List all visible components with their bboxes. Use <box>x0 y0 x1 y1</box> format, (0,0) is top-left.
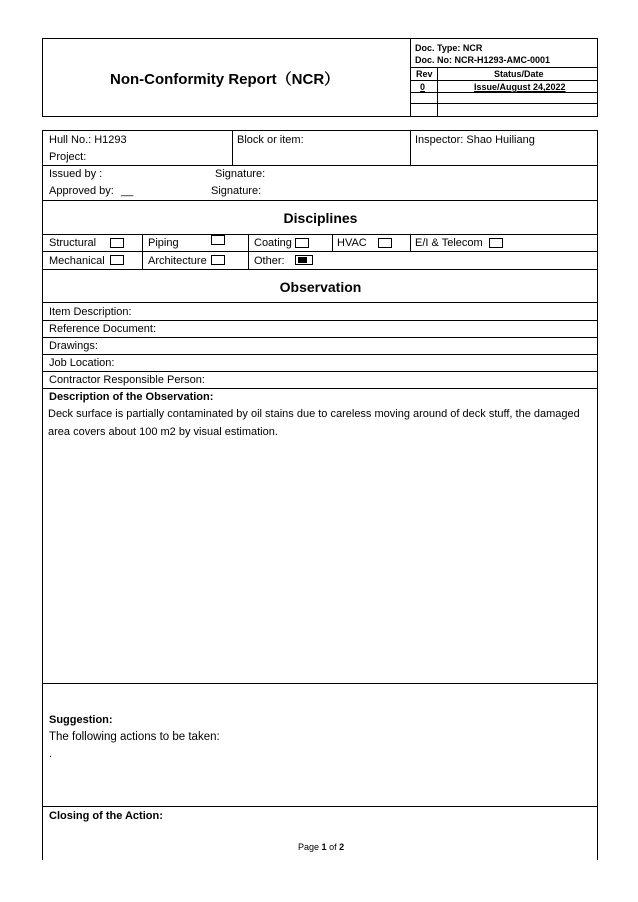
discipline-other-label: Other: <box>254 255 285 267</box>
doc-type: Doc. Type: NCR <box>415 43 483 53</box>
block-item-label: Block or item: <box>237 134 304 146</box>
disciplines-heading: Disciplines <box>283 210 358 226</box>
issued-by-label: Issued by : <box>49 168 103 180</box>
report-title: Non-Conformity Report（NCR） <box>110 71 340 88</box>
discipline-architecture-checkbox[interactable] <box>211 255 225 265</box>
discipline-coating-label: Coating <box>254 237 292 249</box>
page-prefix: Page <box>298 842 320 852</box>
approved-by-label: Approved by: <box>49 185 114 197</box>
page-current: 1 <box>321 842 327 852</box>
discipline-piping-checkbox[interactable] <box>211 235 225 245</box>
form-frame <box>42 130 598 860</box>
signature-label-1: Signature: <box>215 168 266 180</box>
rev-value: 0 <box>420 82 426 92</box>
discipline-piping-label: Piping <box>148 237 179 249</box>
contractor-responsible-label: Contractor Responsible Person: <box>49 374 205 386</box>
project-label: Project: <box>49 151 87 163</box>
discipline-structural-label: Structural <box>49 237 97 249</box>
discipline-ei-telecom-checkbox[interactable] <box>489 238 503 248</box>
description-label: Description of the Observation: <box>49 391 214 403</box>
hull-no: Hull No.: H1293 <box>49 134 127 146</box>
inspector: Inspector: Shao Huiliang <box>415 134 535 146</box>
description-text: Deck surface is partially contaminated by oil stains due to careless moving around of deck stuff, the damaged area covers about 100 m2 by visual estimation. <box>48 408 580 438</box>
rev-label: Rev <box>416 69 433 79</box>
job-location-label: Job Location: <box>49 357 115 369</box>
closing-label: Closing of the Action: <box>49 810 163 822</box>
discipline-other-checkbox[interactable] <box>295 255 313 265</box>
status-label: Status/Date <box>494 69 544 79</box>
doc-number: Doc. No: NCR-H1293-AMC-0001 <box>415 55 551 65</box>
suggestion-text: The following actions to be taken: <box>49 731 220 743</box>
header-divider <box>410 38 411 117</box>
discipline-ei-telecom-label: E/I & Telecom <box>415 237 483 249</box>
discipline-hvac-checkbox[interactable] <box>378 238 392 248</box>
drawings-label: Drawings: <box>49 340 98 352</box>
signature-label-2: Signature: <box>211 185 262 197</box>
page-of: of <box>329 842 337 852</box>
discipline-mechanical-checkbox[interactable] <box>110 255 124 265</box>
reference-document-label: Reference Document: <box>49 323 156 335</box>
observation-heading: Observation <box>279 279 362 295</box>
approved-by-value: __ <box>121 185 134 197</box>
discipline-coating-checkbox[interactable] <box>295 238 309 248</box>
discipline-mechanical-label: Mechanical <box>49 255 105 267</box>
discipline-architecture-label: Architecture <box>148 255 207 267</box>
status-value: Issue/August 24,2022 <box>474 82 566 92</box>
suggestion-bullet: . <box>49 748 53 760</box>
discipline-structural-checkbox[interactable] <box>110 238 124 248</box>
page-number <box>298 841 344 854</box>
page-total: 2 <box>339 842 345 852</box>
item-description-label: Item Description: <box>49 306 132 318</box>
discipline-hvac-label: HVAC <box>337 237 367 249</box>
suggestion-label: Suggestion: <box>49 714 113 726</box>
